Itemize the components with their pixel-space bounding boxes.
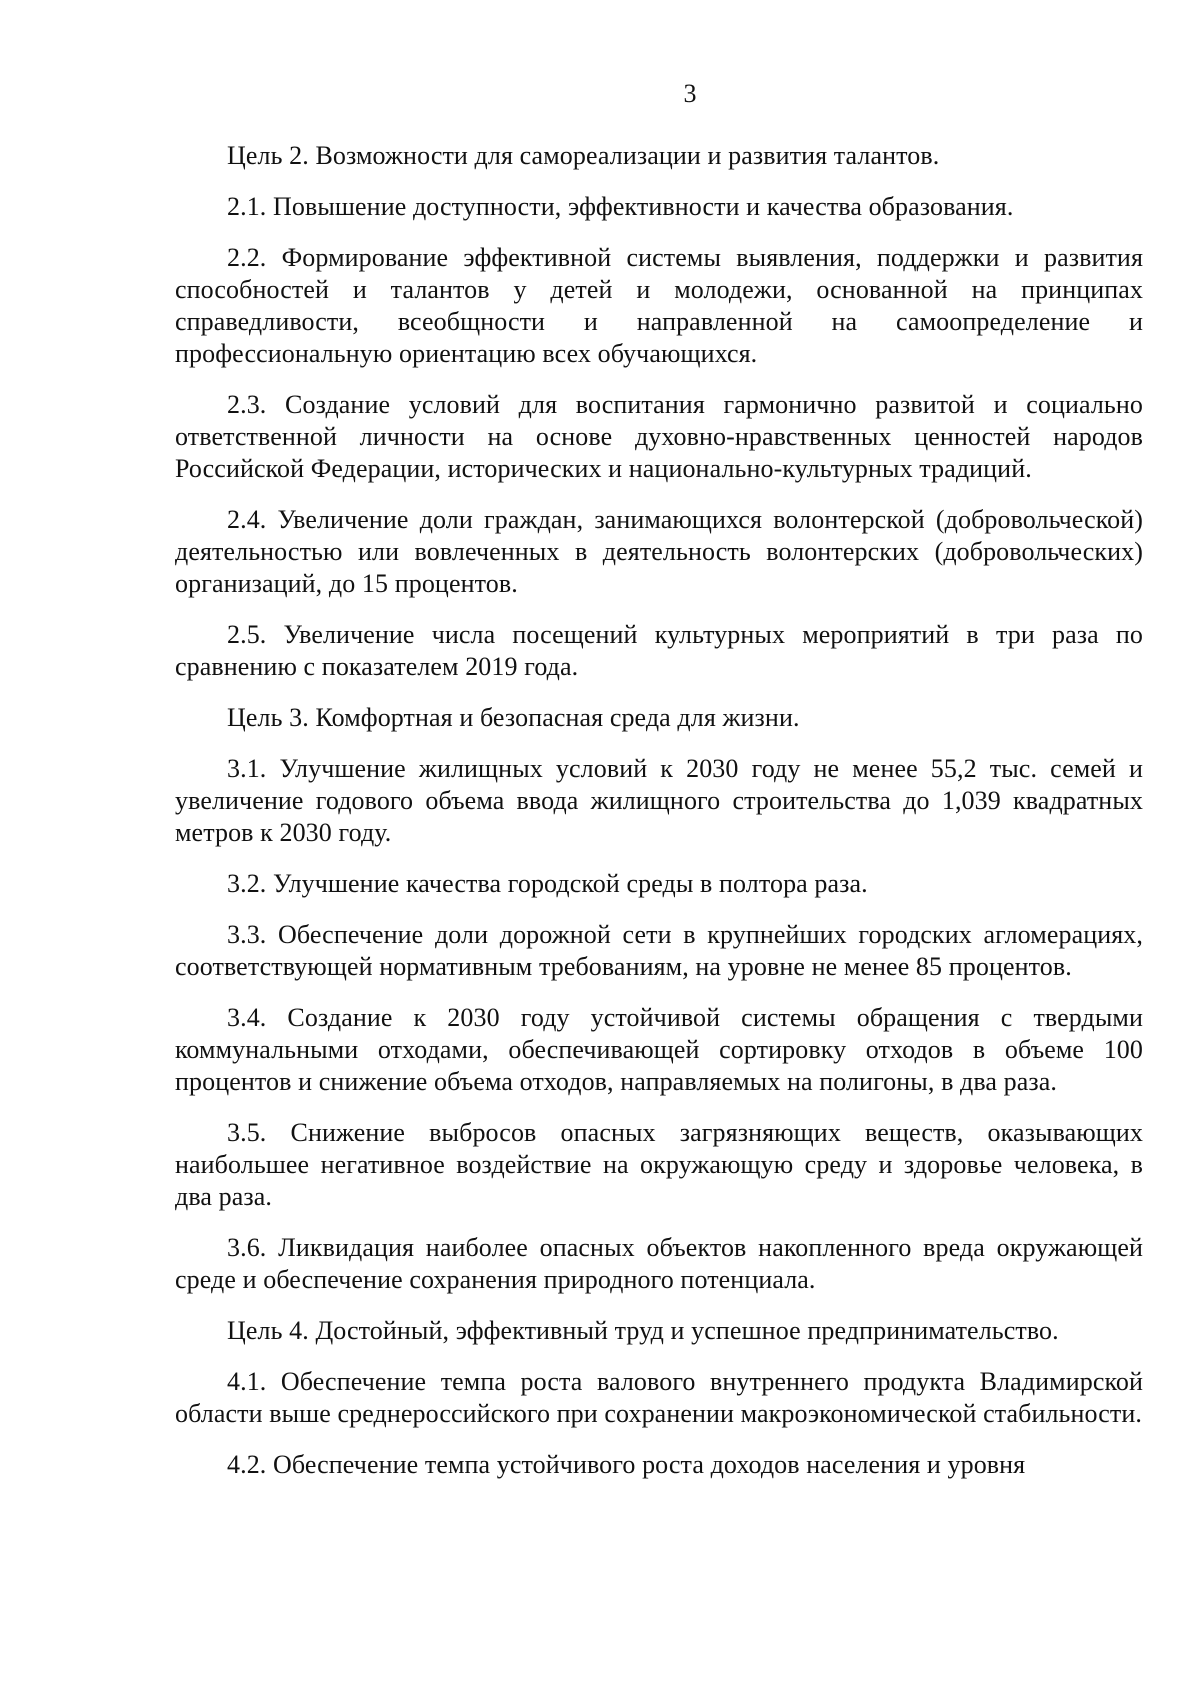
item-3-4: 3.4. Создание к 2030 году устойчивой системы обращения с твердыми коммунальными отходами, обеспечивающей сортировку отходов в объеме 100 процентов и снижение объема отходов, направляемых на полигоны, в два раза. [175, 1003, 1143, 1096]
item-2-3: 2.3. Создание условий для воспитания гармонично развитой и социально ответственной личности на основе духовно-нравственных ценностей народов Российской Федерации, исторических и национально-культурных традиций. [175, 390, 1143, 483]
item-2-5: 2.5. Увеличение числа посещений культурных мероприятий в три раза по сравнению с показателем 2019 года. [175, 620, 1143, 681]
goal-4-heading: Цель 4. Достойный, эффективный труд и успешное предпринимательство. [227, 1316, 1059, 1345]
page-number: 3 [683, 79, 697, 108]
item-2-4: 2.4. Увеличение доли граждан, занимающихся волонтерской (добровольческой) деятельностью или вовлеченных в деятельность волонтерских (добровольческих) организаций, до 15 процентов. [175, 505, 1143, 598]
item-3-6: 3.6. Ликвидация наиболее опасных объектов накопленного вреда окружающей среде и обеспечение сохранения природного потенциала. [175, 1233, 1143, 1294]
item-3-5: 3.5. Снижение выбросов опасных загрязняющих веществ, оказывающих наибольшее негативное воздействие на окружающую среду и здоровье человека, в два раза. [175, 1118, 1143, 1211]
item-3-2: 3.2. Улучшение качества городской среды в полтора раза. [227, 869, 868, 898]
goal-2-heading: Цель 2. Возможности для самореализации и развития талантов. [227, 141, 940, 170]
item-2-1: 2.1. Повышение доступности, эффективности и качества образования. [227, 192, 1014, 221]
item-4-2: 4.2. Обеспечение темпа устойчивого роста доходов населения и уровня [227, 1450, 1026, 1479]
item-3-3: 3.3. Обеспечение доли дорожной сети в крупнейших городских агломерациях, соответствующей нормативным требованиям, на уровне не менее 85 процентов. [175, 920, 1143, 981]
item-3-1: 3.1. Улучшение жилищных условий к 2030 году не менее 55,2 тыс. семей и увеличение годового объема ввода жилищного строительства до 1,039 квадратных метров к 2030 году. [175, 754, 1143, 847]
item-4-1: 4.1. Обеспечение темпа роста валового внутреннего продукта Владимирской области выше среднероссийского при сохранении макроэкономической стабильности. [175, 1367, 1143, 1428]
document-body [175, 140, 1143, 1481]
item-2-2: 2.2. Формирование эффективной системы выявления, поддержки и развития способностей и талантов у детей и молодежи, основанной на принципах справедливости, всеобщности и направленной на самоопределение и профессиональную ориентацию всех обучающихся. [175, 243, 1143, 368]
goal-3-heading: Цель 3. Комфортная и безопасная среда для жизни. [227, 703, 800, 732]
